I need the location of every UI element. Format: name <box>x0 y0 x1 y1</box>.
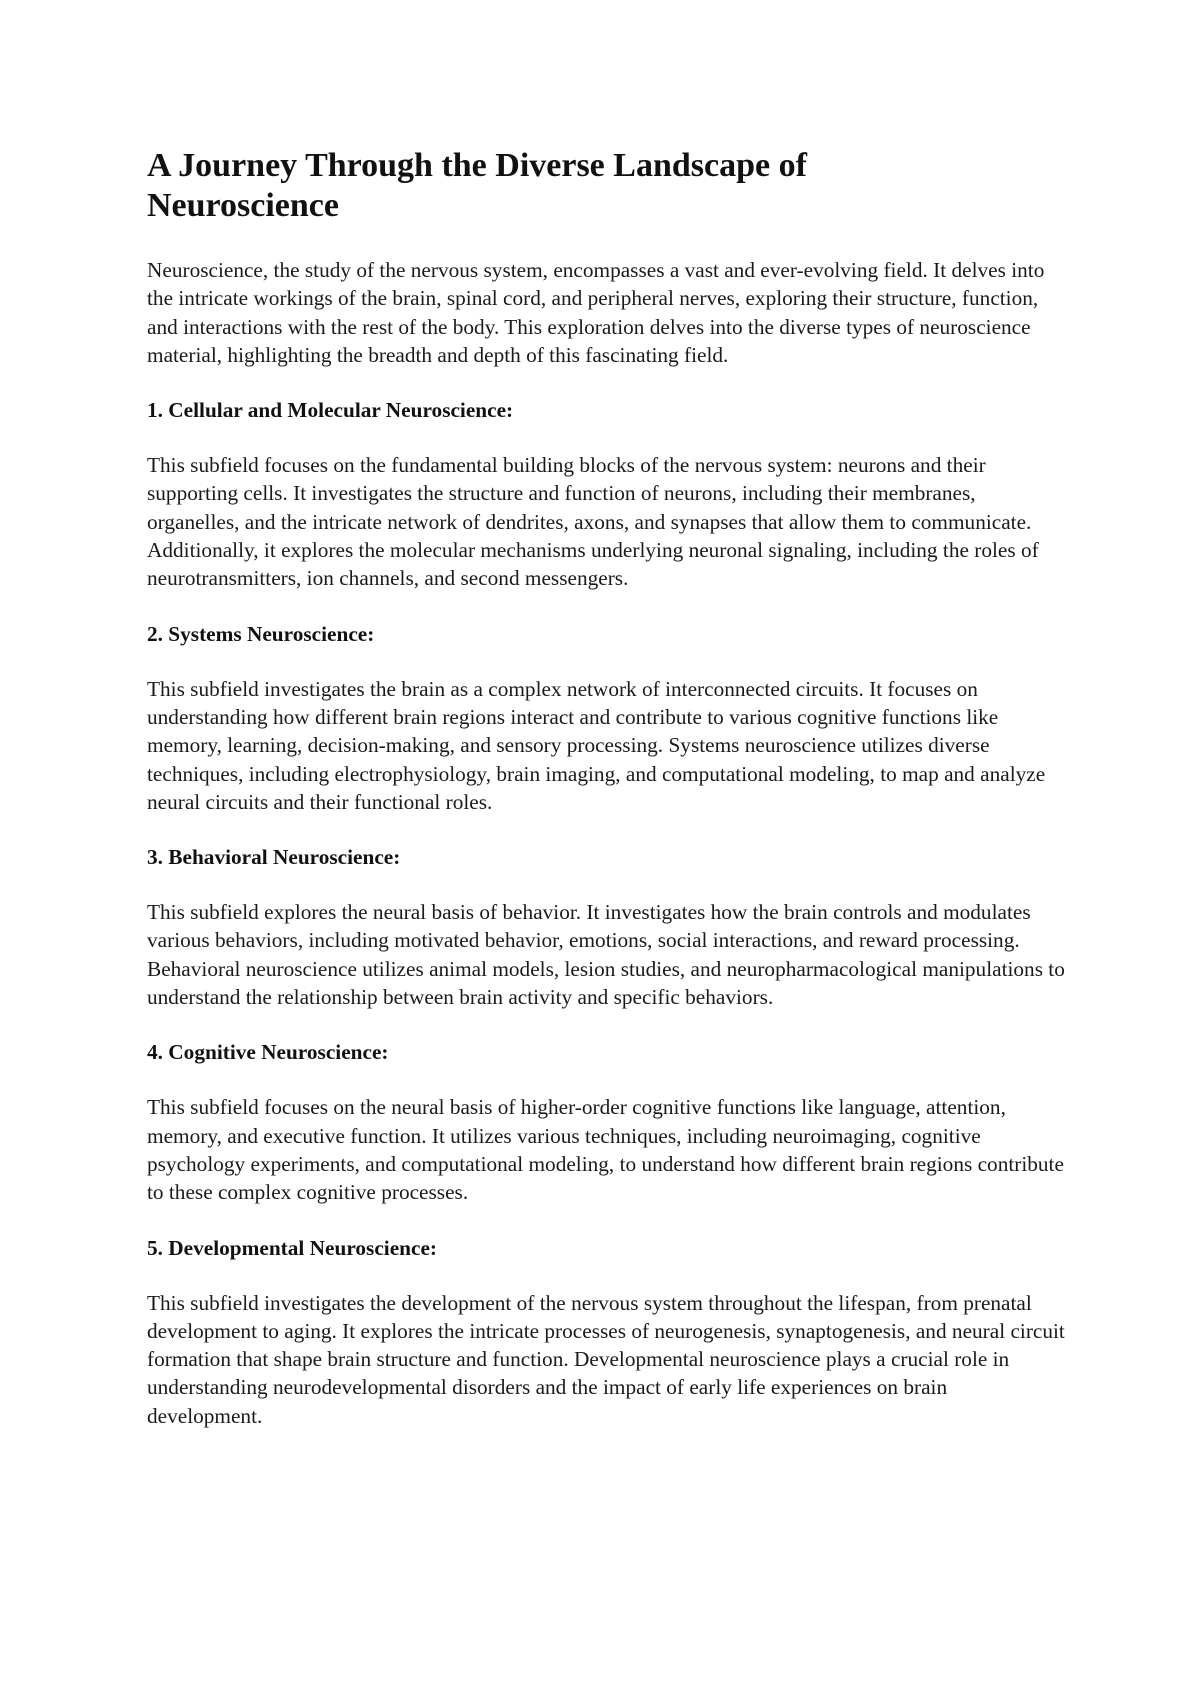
section-heading-cellular-molecular: 1. Cellular and Molecular Neuroscience: <box>147 398 514 423</box>
document-content <box>147 146 1067 1457</box>
document-title: A Journey Through the Diverse Landscape of Neuroscience <box>147 147 807 224</box>
section-heading-cognitive: 4. Cognitive Neuroscience: <box>147 1040 389 1065</box>
section-body-systems: This subfield investigates the brain as a complex network of interconnected circuits. It focuses on understanding how different brain regions interact and contribute to various cognitive functions like memory, learning, decision-making, and sensory processing. Systems neuroscience utilizes diverse techniques, including electrophysiology, brain imaging, and computational modeling, to map and analyze neural circuits and their functional roles. <box>147 676 1046 814</box>
section-heading-behavioral: 3. Behavioral Neuroscience: <box>147 845 401 870</box>
section-body-cellular-molecular: This subfield focuses on the fundamental building blocks of the nervous system: neurons and their supporting cells. It investigates the structure and function of neurons, including their membranes, organelles, and the intricate network of dendrites, axons, and synapses that allow them to communicate. Additionally, it explores the molecular mechanisms underlying neuronal signaling, including the roles of neurotransmitters, ion channels, and second messengers. <box>147 453 1039 591</box>
intro-paragraph: Neuroscience, the study of the nervous system, encompasses a vast and ever-evolving field. It delves into the intricate workings of the brain, spinal cord, and peripheral nerves, exploring their structure, function, and interactions with the rest of the body. This exploration delves into the diverse types of neuroscience material, highlighting the breadth and depth of this fascinating field. <box>147 258 1045 367</box>
section-body-cognitive: This subfield focuses on the neural basis of higher-order cognitive functions like language, attention, memory, and executive function. It utilizes various techniques, including neuroimaging, cognitive psychology experiments, and computational modeling, to understand how different brain regions contribute to these complex cognitive processes. <box>147 1095 1064 1205</box>
section-heading-systems: 2. Systems Neuroscience: <box>147 621 375 646</box>
section-body-developmental: This subfield investigates the development of the nervous system throughout the lifespan, from prenatal development to aging. It explores the intricate processes of neurogenesis, synaptogenesis, and neural circuit formation that shape brain structure and function. Developmental neuroscience plays a crucial role in understanding neurodevelopmental disorders and the impact of early life experiences on brain development. <box>147 1290 1065 1428</box>
section-heading-developmental: 5. Developmental Neuroscience: <box>147 1235 438 1260</box>
section-body-behavioral: This subfield explores the neural basis of behavior. It investigates how the brain controls and modulates various behaviors, including motivated behavior, emotions, social interactions, and reward processing. Behavioral neuroscience utilizes animal models, lesion studies, and neuropharmacological manipulations to understand the relationship between brain activity and specific behaviors. <box>147 900 1065 1010</box>
